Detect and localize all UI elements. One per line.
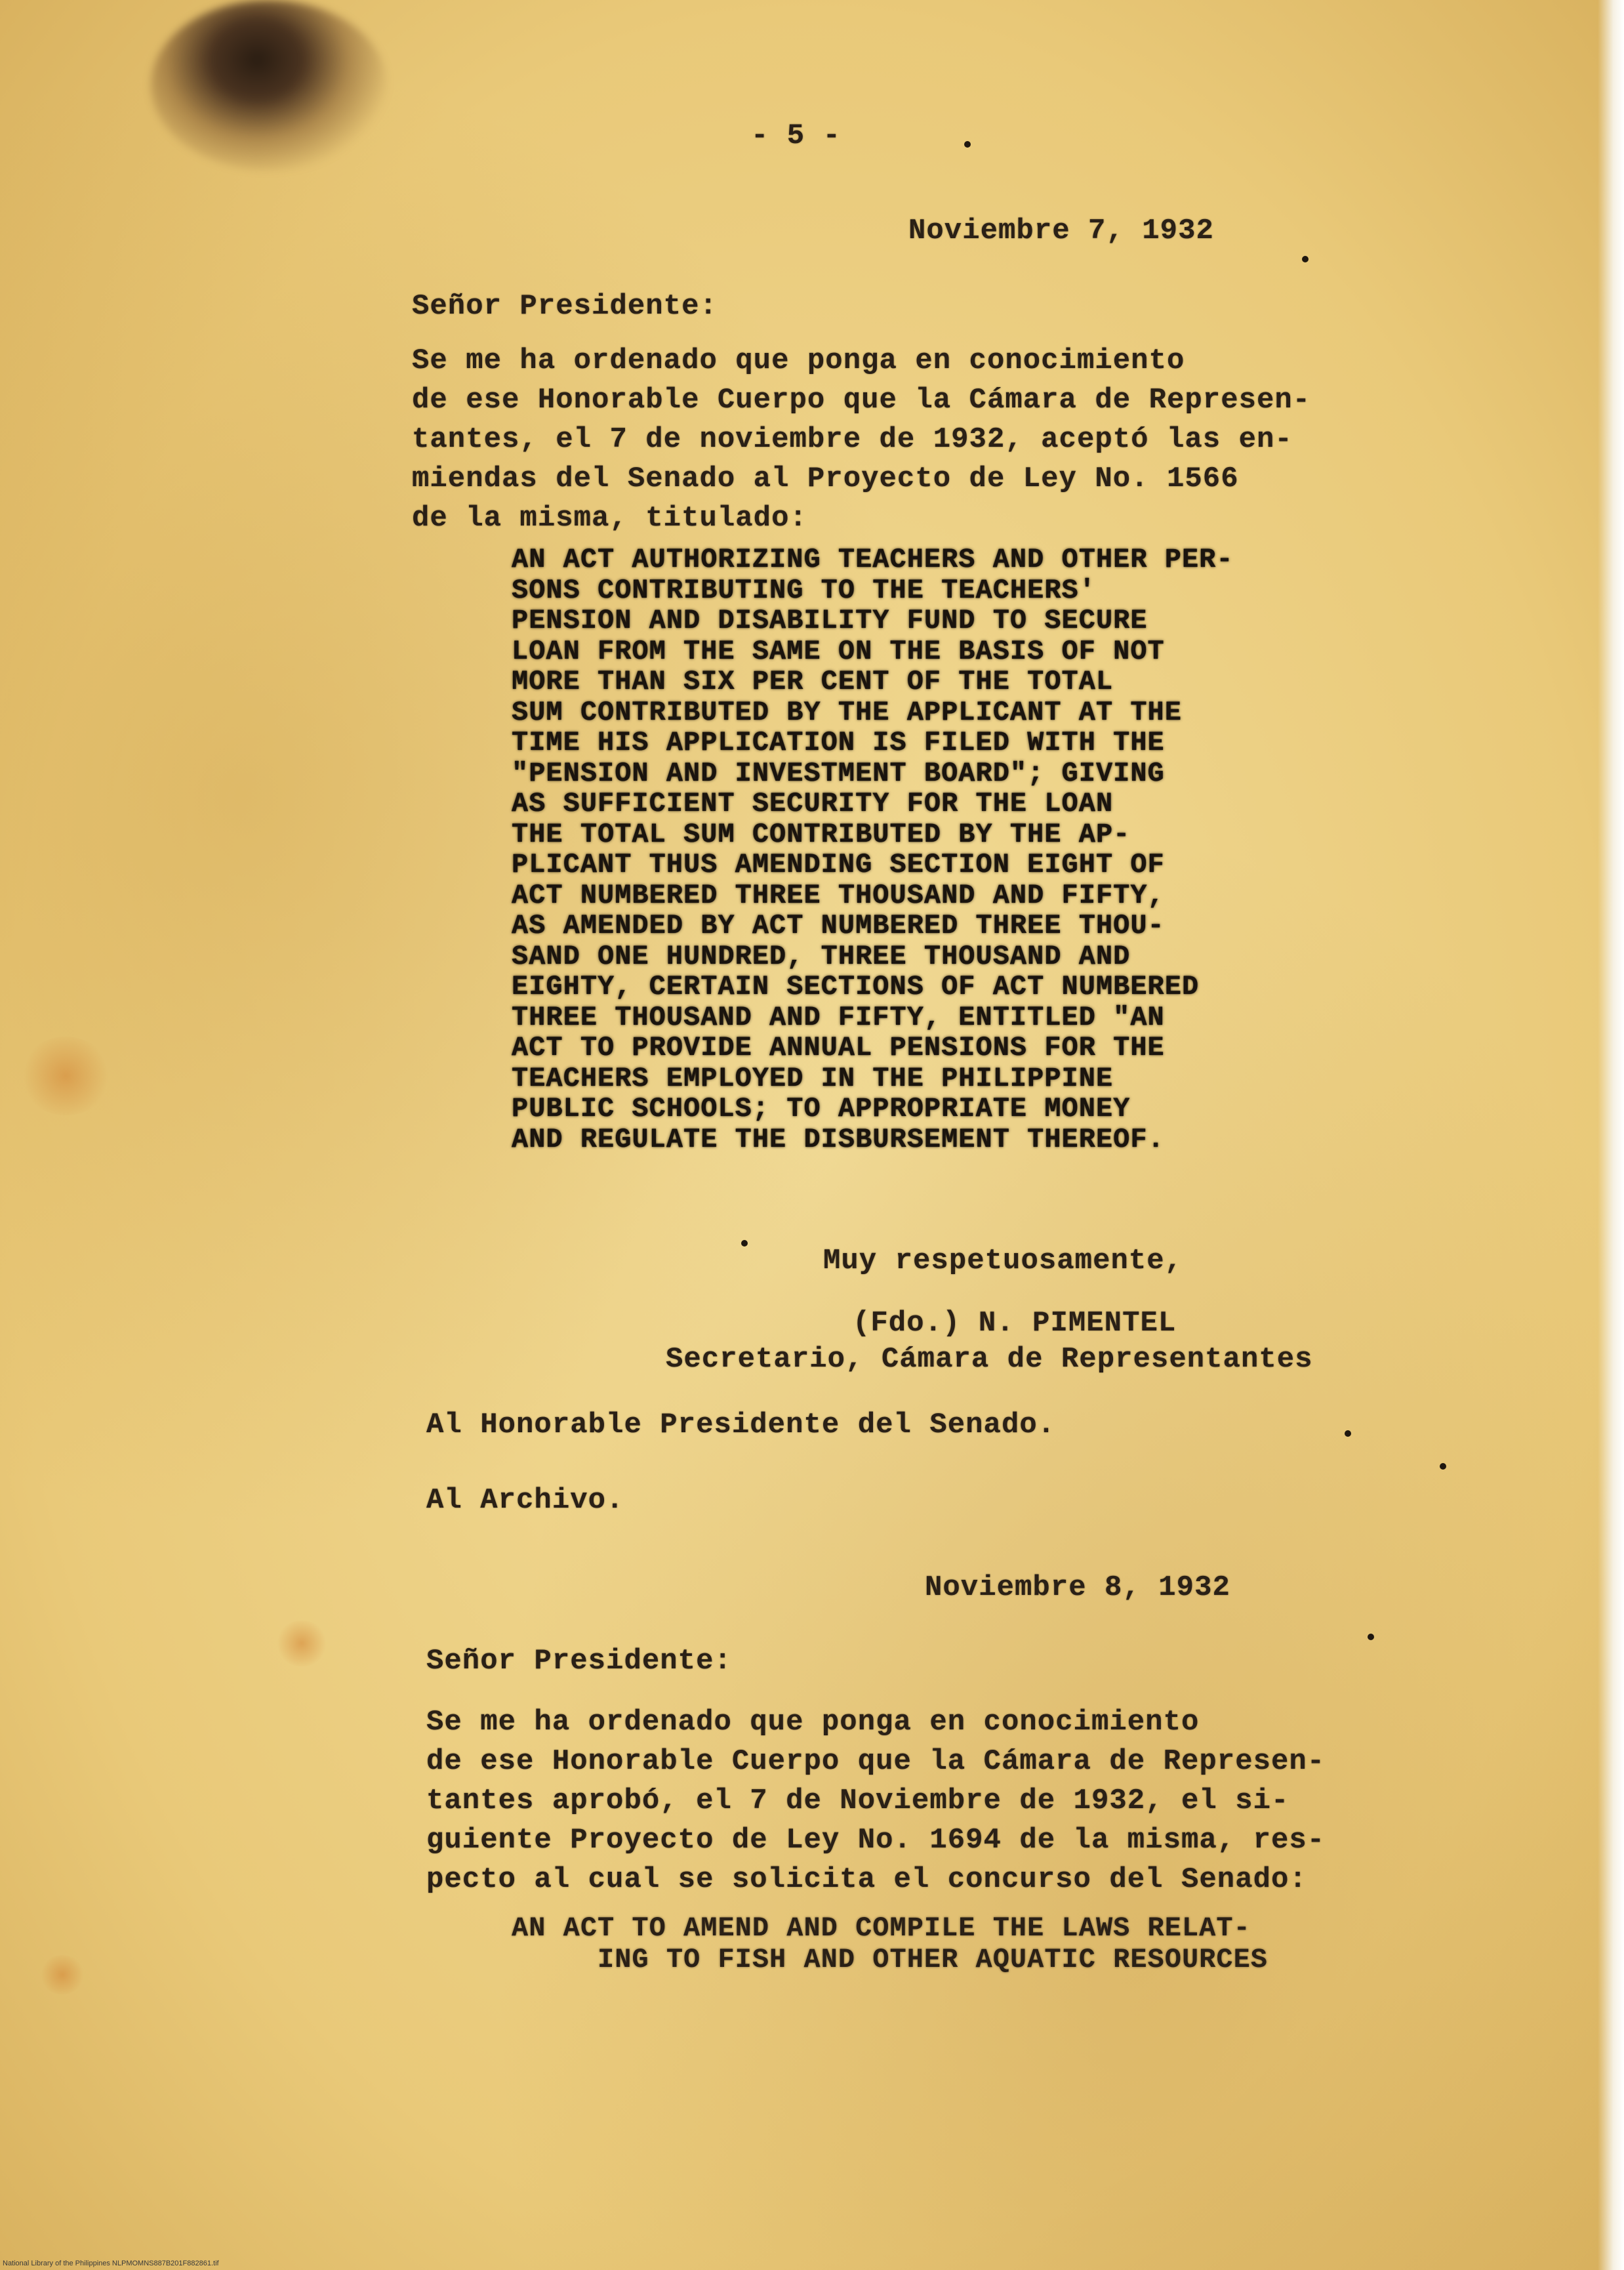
letter1-signer-title: Secretario, Cámara de Representantes [666, 1343, 1313, 1376]
letter1-file-note: Al Archivo. [426, 1484, 624, 1517]
letter1-signature: (Fdo.) N. PIMENTEL [853, 1307, 1177, 1340]
stain-mark [275, 1620, 328, 1666]
letter1-date: Noviembre 7, 1932 [908, 215, 1214, 247]
letter1-body: Se me ha ordenado que ponga en conocimiento de ese Honorable Cuerpo que la Cámara de Represen- tantes, el 7 de noviembre de 1932, aceptó las en- miendas del Senado al Proyecto de Ley No. 1566 de la misma, titulado: [412, 344, 1311, 535]
letter1-act-title: AN ACT AUTHORIZING TEACHERS AND OTHER PER- SONS CONTRIBUTING TO THE TEACHERS' PENSION AND DISABILITY FUND TO SECURE LOAN FROM THE SAME ON THE BASIS OF NOT MORE THAN SIX PER CENT OF THE TOTAL SUM CONTRIBUTED BY THE APPLICANT AT THE TIME HIS APPLICATION IS FILED WITH THE "PENSION AND INVESTMENT BOARD"; GIVING AS SUFFICIENT SECURITY FOR THE LOAN THE TOTAL SUM CONTRIBUTED BY THE AP- PLICANT THUS AMENDING SECTION EIGHT OF ACT NUMBERED THREE THOUSAND AND FIFTY, AS AMENDED BY ACT NUMBERED THREE THOU- SAND ONE HUNDRED, THREE THOUSAND AND EIGHTY, CERTAIN SECTIONS OF ACT NUMBERED THREE THOUSAND AND FIFTY, ENTITLED "AN ACT TO PROVIDE ANNUAL PENSIONS FOR THE TEACHERS EMPLOYED IN THE PHILIPPINE PUBLIC SCHOOLS; TO APPROPRIATE MONEY AND REGULATE THE DISBURSEMENT THEREOF. [512, 544, 1234, 1155]
footer-caption: National Library of the Philippines NLPMOMNS887B201F882861.tif [3, 2260, 219, 2267]
ink-dot [741, 1240, 748, 1247]
stain-mark [20, 1037, 112, 1115]
letter2-body: Se me ha ordenado que ponga en conocimiento de ese Honorable Cuerpo que la Cámara de Represen- tantes aprobó, el 7 de Noviembre de 1932, el si- guiente Proyecto de Ley No. 1694 de la misma, res- pecto al cual se solicita el concurso del Senado: [426, 1706, 1326, 1896]
letter2-act-title: AN ACT TO AMEND AND COMPILE THE LAWS RELAT- ING TO FISH AND OTHER AQUATIC RESOURCES [512, 1912, 1268, 1975]
ink-dot [1440, 1463, 1446, 1470]
letter1-addressee: Al Honorable Presidente del Senado. [426, 1409, 1056, 1441]
letter1-closing: Muy respetuosamente, [823, 1245, 1183, 1277]
ink-dot [1345, 1430, 1351, 1437]
ink-dot [1368, 1634, 1374, 1640]
letter2-salutation: Señor Presidente: [426, 1645, 732, 1678]
page-number: - 5 - [751, 119, 842, 152]
letter2-date: Noviembre 8, 1932 [925, 1571, 1230, 1604]
letter1-salutation: Señor Presidente: [412, 290, 718, 323]
stain-mark [39, 1955, 85, 1994]
ink-dot [964, 141, 971, 148]
burn-mark [151, 0, 387, 171]
page-edge [1598, 0, 1624, 2270]
ink-dot [1302, 256, 1309, 262]
